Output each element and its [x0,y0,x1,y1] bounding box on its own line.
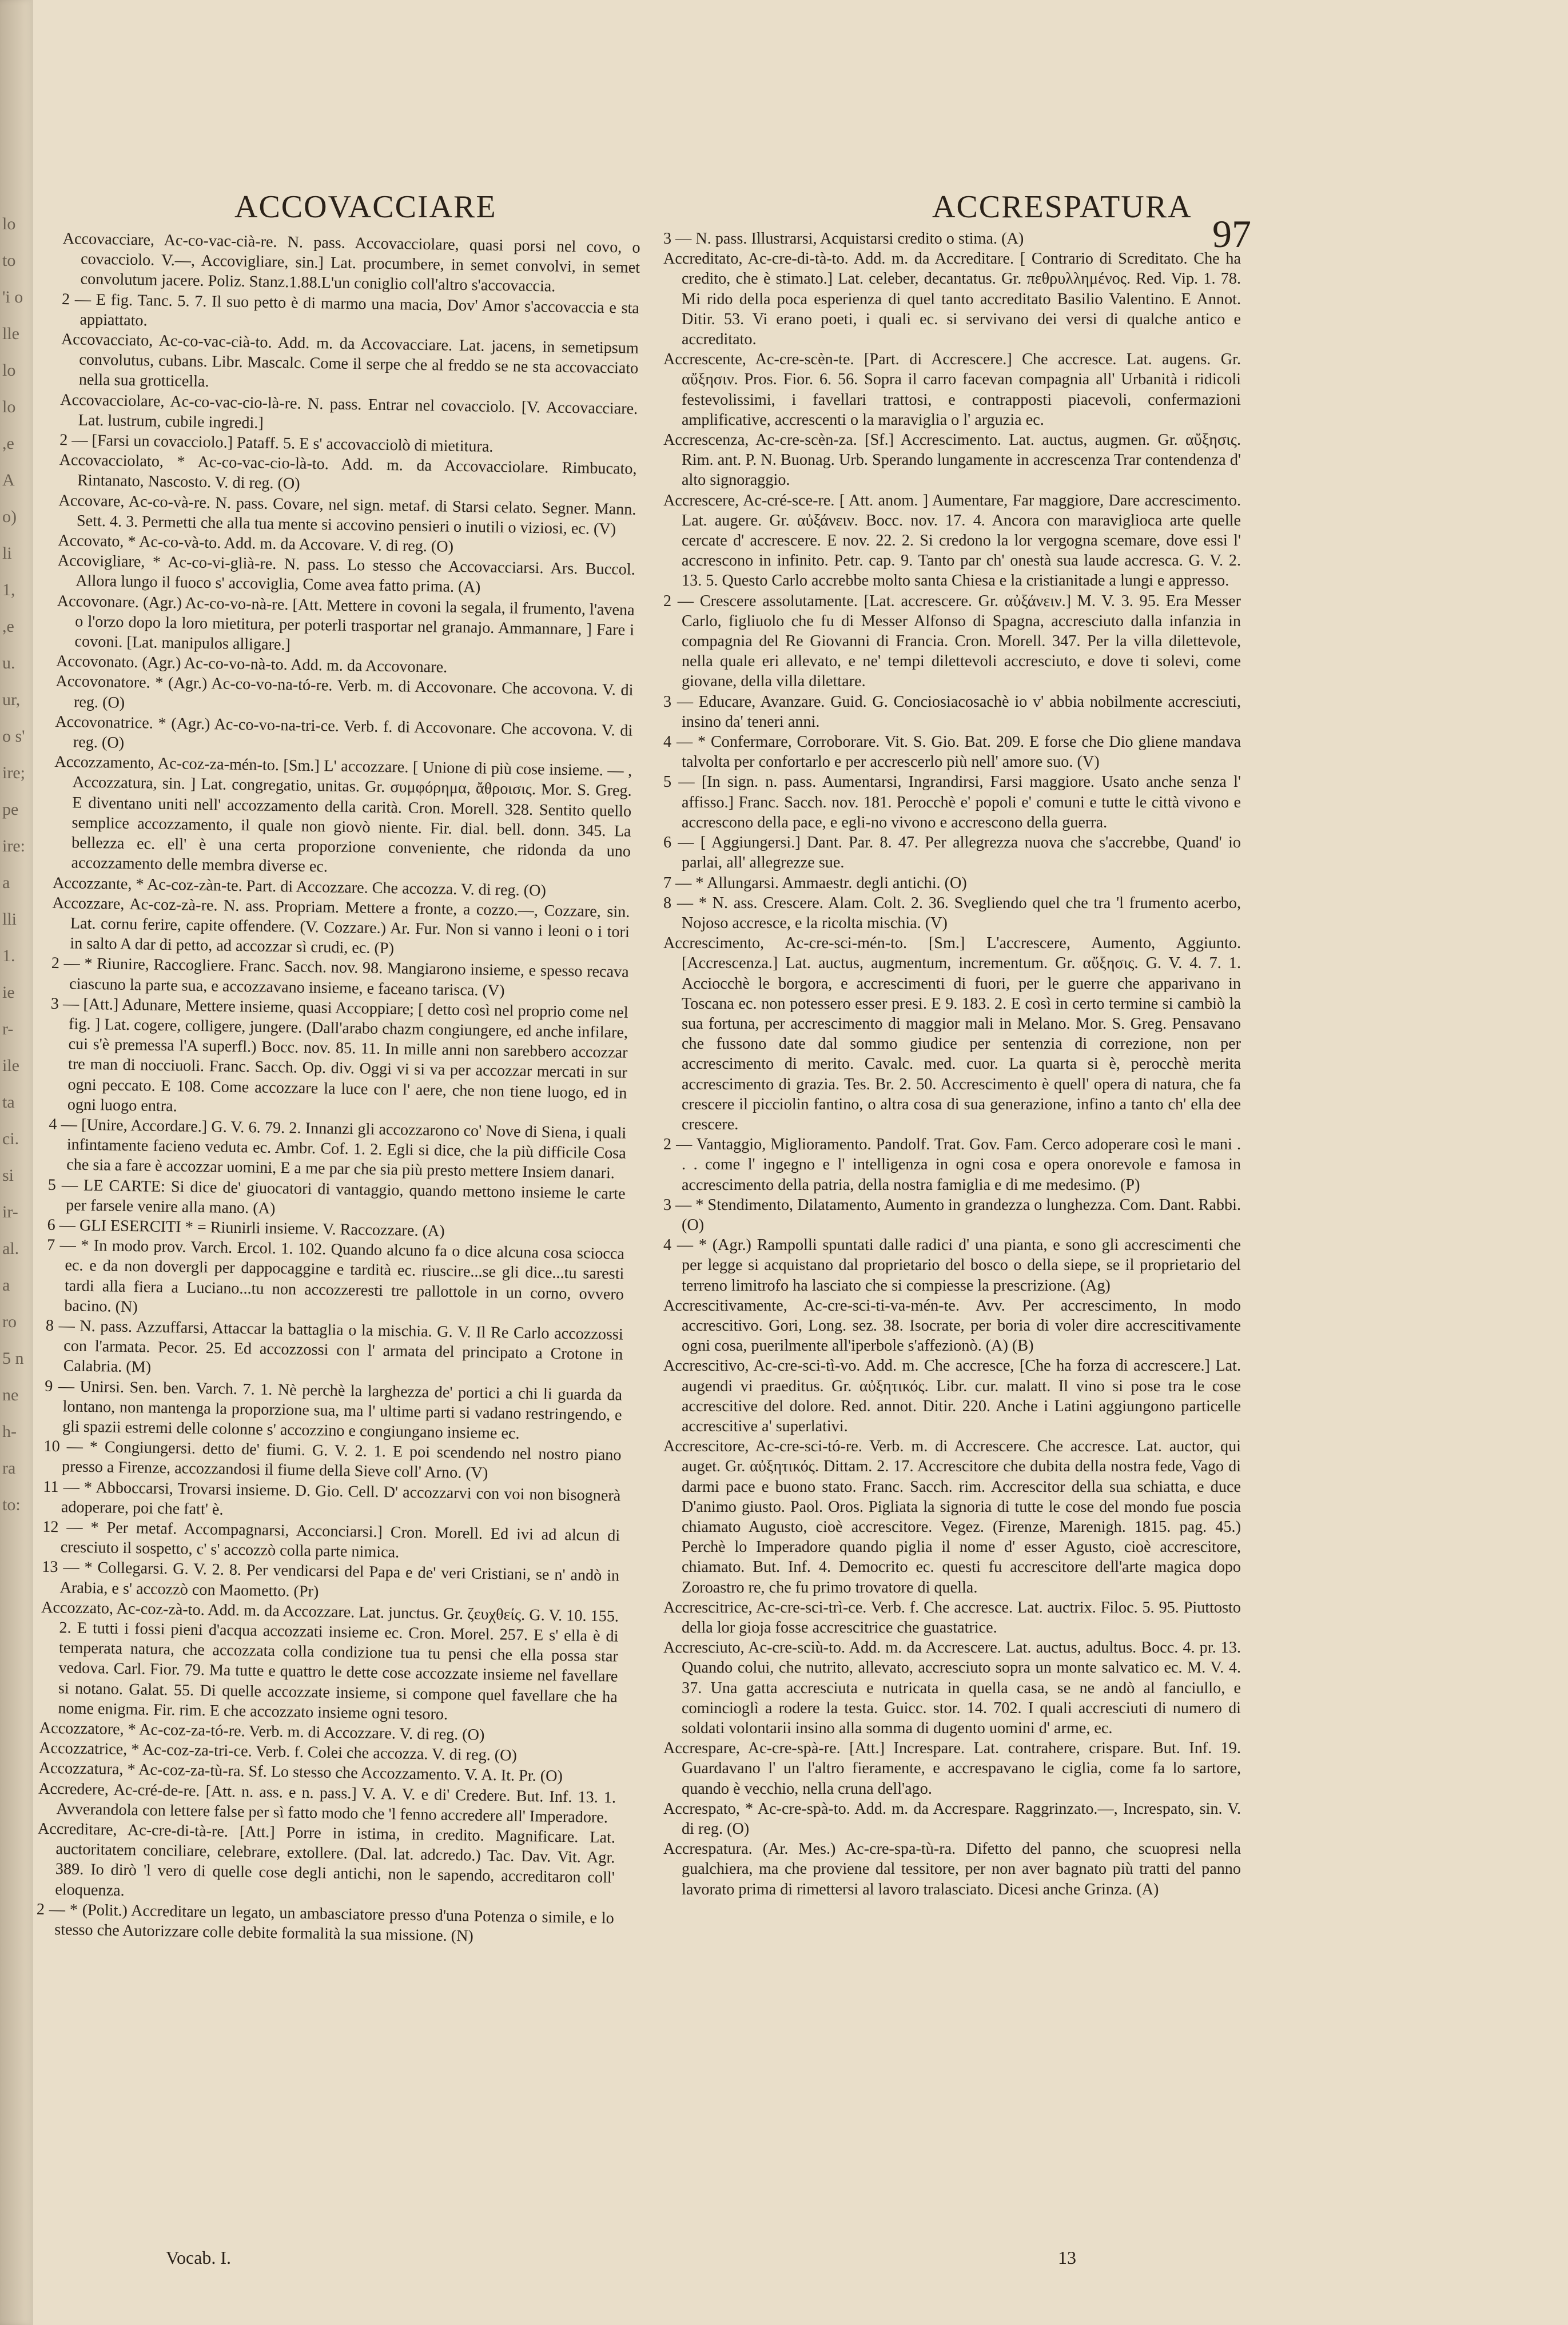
dictionary-entry: 3 — N. pass. Illustrarsi, Acquistarsi credito o stima. (A) [663,230,1024,248]
dictionary-entry: Accredere, Ac-cré-de-re. [Att. n. ass. e n. pass.] V. A. V. e di' Credere. But. Inf. 13. 1. Avverandola con lettere false per sì fatto modo che 'l fenno accredere all' Imperadore. [38,1779,616,1827]
dictionary-page [36,172,1538,2299]
header-right-headword: ACCRESPATURA [932,189,1192,225]
dictionary-entry: Accresciuto, Ac-cre-sciù-to. Add. m. da Accrescere. Lat. auctus, adultus. Bocc. 4. pr. 13. Quando colui, che nutrito, allevato, accresciuto sopra un monte salvatico ec. M. V. 4. 37. Una gatta accresciuta e nutricata in quella casa, se ne andò al fanciullo, e comincioglì a rodere la testa. Guicc. stor. 14. 702. I quali accresciuti di numero di soldati volontarii insino alla somma di dugento uomini d' arme, ec. [663,1639,1241,1738]
dictionary-entry: Accrescitivamente, Ac-cre-sci-ti-va-mén-te. Avv. Per accrescimento, In modo accrescitivo. Gori, Long. sez. 38. Isocrate, per boria di voler dire accrescitivamente ogni cosa, puerilmente all'iperbole s'affezionò. (A) (B) [663,1296,1241,1355]
dictionary-entry: 4 — * (Agr.) Rampolli spuntati dalle radici d' una pianta, e sono gli accrescimenti che per legge si acquistano dal proprietario del bosco o della siepe, se il proprietario del terreno limitrofo ha lasciato che si compiesse la prescrizione. (Ag) [663,1236,1241,1295]
dictionary-entry: Accovonare. (Agr.) Ac-co-vo-nà-re. [Att. Mettere in covoni la segala, il frumento, l'avena o l'orzo dopo la loro mietitura, per poterli trasportar nel granajo. Ammannare, ] Fare i covoni. [Lat. manipulos alligare.] [57,592,635,654]
dictionary-entry: 13 — * Collegarsi. G. V. 2. 8. Per vendicarsi del Papa e de' veri Cristiani, se n' andò in Arabia, e s' accozzò con Maometto. (Pr) [41,1558,620,1601]
dictionary-entry: Accovare, Ac-co-và-re. N. pass. Covare, nel sign. metaf. di Starsi celato. Segner. Mann. Sett. 4. 3. Permetti che alla tua mente si accovino pensieri o inutili o viziosi, ec. (V) [58,491,636,539]
dictionary-entry: 5 — LE CARTE: Si dice de' giuocatori di vantaggio, quando mettono insieme le carte per farsele venire alla mano. (A) [47,1176,626,1217]
dictionary-entry: 4 — [Unire, Accordare.] G. V. 6. 79. 2. Innanzi gli accozzarono co' Nove di Siena, i quali infintamente facieno veduta ec. Ambr. Cof. 1. 2. Egli si dice, che la più difficile Cosa che sia a fare è accozzar uomini, E a me par che sia più presto mettere Insiem danari. [49,1115,627,1183]
dictionary-entry: Accrescenza, Ac-cre-scèn-za. [Sf.] Accrescimento. Lat. auctus, augmen. Gr. αὔξησις. Rim. ant. P. N. Buonag. Urb. Sperando lungamente in accrescenza Trar contendenza d' alto signoraggio. [663,431,1241,489]
dictionary-entry: 7 — * In modo prov. Varch. Ercol. 1. 102. Quando alcuno fa o dice alcuna cosa sciocca ec. e da non dovergli per dappocaggine e tardità ec. riuscire...se gli dice...tu saresti tardi alla fiera a Luciano...tu non accozzeresti tre pallottole in un corno, ovvero bacino. (N) [46,1236,625,1316]
dictionary-entry: Accozzare, Ac-coz-zà-re. N. ass. Propriam. Mettere a fronte, a cozzo.—, Cozzare, sin. Lat. cornu ferire, capite offendere. (V. Cozzare.) Ar. Fur. Non si vanno i leoni o i tori in salto A dar di petto, ad accozzar sì crudi, ec. (P) [52,894,630,958]
dictionary-entry: Accrescere, Ac-cré-sce-re. [ Att. anom. ] Aumentare, Far maggiore, Dare accrescimento. Lat. augere. Gr. αὐξάνειν. Bocc. nov. 17. 4. Ancora con maraviglioса arte quelle cercate d' accrescere. E nov. 22. 2. Si credono la lor vergogna scemare, dove essi l' accrescono in infinito. Petr. cap. 9. Tanto par ch' onestà sua laude accresca. G. V. 2. 13. 5. Questo Carlo accrebbe molto santa Chiesa e la cristianitade a lungi e appresso. [663,491,1241,590]
dictionary-entry: Accovato, * Ac-co-và-to. Add. m. da Accovare. V. di reg. (O) [58,531,454,556]
dictionary-entry: Accovigliare, * Ac-co-vi-glià-re. N. pass. Lo stesso che Accovacciarsi. Ars. Buccol. Allora lungo il fuoco s' accoviglia, Come avea fatto prima. (A) [57,552,635,596]
dictionary-entry: 3 — [Att.] Adunare, Mettere insieme, quasi Accoppiare; [ detto così nel proprio come nel fig. ] Lat. cogere, colligere, jungere. (Dall'arabo chazm congiungere, ed anche infilare, cui s'è premessa l'A superfl.) Bocc. nov. 85. 11. In mille anni non sarebbero accozzar tre man di nocciuoli. Franc. Sacch. Op. div. Oggi vi si va per accozzar mercati in sur ogni peccato. E 108. Come accozzare la luce con l' aere, che non tiene luogo, ed in ogni luogo entra. [50,994,628,1116]
book-binding-gutter [0,0,33,2325]
dictionary-entry: Accrescitrice, Ac-cre-sci-trì-ce. Verb. f. Che accresce. Lat. auctrix. Filoc. 5. 95. Piuttosto della lor gioja fosse accrescitrice che guastatrice. [663,1598,1241,1637]
dictionary-entry: Accrespato, * Ac-cre-spà-to. Add. m. da Accrespare. Raggrinzato.—, Increspato, sin. V. di reg. (O) [663,1800,1241,1838]
dictionary-entry: 10 — * Congiungersi. detto de' fiumi. G. V. 2. 1. E poi scendendo nel nostro piano presso a Firenze, accozzandosi il fiume della Sieve coll' Arno. (V) [43,1437,622,1483]
dictionary-entry: Accovonatore. * (Agr.) Ac-co-vo-na-tó-re. Verb. m. di Accovonare. Che accovona. V. di reg. (O) [55,672,634,712]
dictionary-entry: 2 — Crescere assolutamente. [Lat. accrescere. Gr. αὐξάνειν.] M. V. 3. 95. Era Messer Carlo, figliuolo che fu di Messer Alfonso di Spagna, accresciuto dalla infanzia in compagnia del Re Giovanni di Francia. Cron. Morell. 347. Per la villa dilettevole, nella quale eri allevato, e ne' tempi dilettevoli accresciuto, e dove ti solevi, come giovane, della villa dilettare. [663,592,1241,691]
dictionary-entry: 7 — * Allungarsi. Ammaestr. degli antichi. (O) [663,874,967,892]
dictionary-entry: 5 — [In sign. n. pass. Aumentarsi, Ingrandirsi, Farsi maggiore. Usato anche senza l' affisso.] Franc. Sacch. nov. 181. Perocchè e' popoli e' comuni e tutte le città vivono e accrescono della pace, e egli-no vivono e accrescono della guerra. [663,773,1241,831]
dictionary-entry: Accozzato, Ac-coz-zà-to. Add. m. da Accozzare. Lat. junctus. Gr. ζευχθείς. G. V. 10. 155. 2. E tutti i fossi pieni d'acqua accozzati insieme ec. Cron. Morel. 257. E s' ella è di temperata natura, che accozzata colla condizione tua tu pensi che ella possa star vedova. Carl. Fior. 79. Ma tutte e quattro le dette cose accozzate insieme nel favellare si notano. Galat. 55. Di quelle accozzate insieme, si compone quel favellare che ha nome enigma. Fir. rim. E che accozzato insieme ogni tesoro. [41,1598,619,1723]
dictionary-entry: Accovacciare, Ac-co-vac-cià-re. N. pass. Accovacciolare, quasi porsi nel covo, o covacciolo. V.—, Accovigliare, sin.] Lat. procumbere, in semet convolvi, in semet convolutum jacere. Poliz. Stanz.1.88.L'un coniglio coll'altro s'accovaccia. [62,229,640,296]
dictionary-entry: 9 — Unirsi. Sen. ben. Varch. 7. 1. Nè perchè la larghezza de' portici a chi li guarda da lontano, non mantenga la proporzione sua, ma l' ultime parti si vadano restringendo, e gli spazii estremi delle colonne s' accozzino e congiungano insieme ec. [44,1377,623,1443]
right-column [663,229,1241,2264]
facing-page-fragments: lo to 'i o lle lo lo ,e A o) li 1, ,e u. ur, o s' ire; pe ire: a lli 1. ie r- ile ta ci. si ir- al. a ro 5 n ne h- ra to: [2,214,25,1514]
dictionary-entry: 2 — E fig. Tanc. 5. 7. Il suo petto è di marmo una macia, Dov' Amor s'accovaccia e sta appiattato. [61,290,640,330]
signature-mark-right: 13 [1058,2247,1076,2268]
dictionary-entry: 8 — N. pass. Azzuffarsi, Attaccar la battaglia o la mischia. G. V. Il Re Carlo accozzossi con l'armata. Pecor. 25. Ed accozzossi con l' armata del principato a Crotone in Calabria. (M) [45,1316,623,1377]
dictionary-entry: Accozzatore, * Ac-coz-za-tó-re. Verb. m. di Accozzare. V. di reg. (O) [39,1719,485,1744]
dictionary-entry: Accrescimento, Ac-cre-sci-mén-to. [Sm.] L'accrescere, Aumento, Aggiunto. [Accrescenza.] Lat. auctus, augmentum, incrementum. Gr. αὔξησις. G. V. 4. 7. 1. Acciocchè le borgora, e accrescimenti di fuori, per le guerre che apparivano in Toscana ec. non potessero esser presi. E 9. 183. 2. E così in certo termine si cambiò la sua fortuna, per accrescimento di maggior mali in Melano. Mor. S. Greg. Pensavano che fussono date dal sommo giudice per sentenzia di correzione, non per accrescimento di merito. Cavalc. med. cuor. La quarta si è, perocchè merita accrescimento di grazia. Tes. Br. 2. 50. Accrescimento è quell' opera di natura, che fa crescere il picciolin fantino, o altra cosa di sua generazione, infino a tanto ch' ella dee crescere. [663,934,1241,1133]
dictionary-entry: Accozzante, * Ac-coz-zàn-te. Part. di Accozzare. Che accozza. V. di reg. (O) [52,874,547,899]
dictionary-entry: Accreditare, Ac-cre-di-tà-re. [Att.] Porre in istima, in credito. Magnificare. Lat. auctoritatem conciliare, celebrare, extollere. (Dal. lat. adcredo.) Tac. Dav. Vit. Agr. 389. Io dirò 'l vero di quelle cose degli antichi, non le sapendo, accreditaron coll' eloquenza. [37,1820,616,1900]
dictionary-entry: 11 — * Abboccarsi, Trovarsi insieme. D. Gio. Cell. D' accozzarvi con voi non bisognerà adoperare, poi che fatt' è. [43,1478,621,1519]
left-column [31,229,640,2273]
dictionary-entry: 4 — * Confermare, Corroborare. Vit. S. Gio. Bat. 209. E forse che Dio gliene mandava talvolta per confortarlo e per accrescerlo più nell' amore suo. (V) [663,733,1241,771]
dictionary-entry: Accrescitivo, Ac-cre-sci-tì-vo. Add. m. Che accresce, [Che ha forza di accrescere.] Lat. augendi vi praeditus. Gr. αὐξητικός. Libr. cur. malatt. Il vino si pose tra le cose accrescitive del dolore. Red. annot. Ditir. 220. Anche i Latini aggiungono particelle accrescitive a' superlativi. [663,1357,1241,1435]
dictionary-entry: Accovacciolato, * Ac-co-vac-cio-là-to. Add. m. da Accovacciolare. Rimbucato, Rintanato, Nascosto. V. di reg. (O) [59,451,637,493]
dictionary-entry: Accozzamento, Ac-coz-za-mén-to. [Sm.] L' accozzare. [ Unione di più cose insieme. — , Accozzatura, sin. ] Lat. congregatio, unitas. Gr. συμφόρημα, ἄθροισις. Mor. S. Greg. E diventano uniti nell' accozzamento della carità. Cron. Morell. 328. Sentito quello semplice accozzamento, il quale non giovò niente. Fir. dial. bell. donn. 345. La bellezza ec. ell' è una certa proporzione conveniente, che ridonda da uno accozzamento delle membra diverse ec. [54,753,632,876]
dictionary-entry: Accovacciato, Ac-co-vac-cià-to. Add. m. da Accovacciare. Lat. jacens, in semetipsum convolutus, cubans. Libr. Mascalc. Come il serpe che al freddo se ne sta accovacciato nella sua grotticella. [61,330,639,391]
dictionary-entry: 2 — * Riunire, Raccogliere. Franc. Sacch. nov. 98. Mangiarono insieme, e spesso recava ciascuno la parte sua, e accozzavano insieme, e faceano tarisca. (V) [51,954,629,1000]
dictionary-entry: 3 — Educare, Avanzare. Guid. G. Conciosiacosachè io v' abbia nobilmente accresciuti, insino da' teneri anni. [663,692,1241,731]
signature-mark-left: Vocab. I. [166,2247,232,2268]
dictionary-entry: Accrescente, Ac-cre-scèn-te. [Part. di Accrescere.] Che accresce. Lat. augens. Gr. αὔξησιν. Pros. Fior. 6. 56. Sopra il carro facevan compagnia all' Urbanità i ridicoli festevolissimi, i favellari trattosi, e contrapposti piacevoli, confermazioni amplificative, accrescenti o la maraviglia o l' arguzia ec. [663,351,1241,429]
dictionary-entry: 3 — * Stendimento, Dilatamento, Aumento in grandezza o lunghezza. Com. Dant. Rabbi. (O) [663,1196,1241,1234]
dictionary-entry: Accovacciolare, Ac-co-vac-cio-là-re. N. pass. Entrar nel covacciolo. [V. Accovacciare. Lat. lustrum, cubile ingredi.] [60,391,638,432]
dictionary-entry: 8 — * N. ass. Crescere. Alam. Colt. 2. 36. Svegliendo quel che tra 'l frumento acerbo, Nojoso accresce, e la ricolta mischia. (V) [663,894,1241,932]
dictionary-entry: 12 — * Per metaf. Accompagnarsi, Acconciarsi.] Cron. Morell. Ed ivi ad alcun di cresciuto il sospetto, c' s' accozzò colla parte nimica. [42,1518,620,1562]
dictionary-entry: Accrespare, Ac-cre-spà-re. [Att.] Increspare. Lat. contrahere, crispare. But. Inf. 19. Guardavano l' un l'altro fieramente, e accrespavano le ciglia, come fa lo sartore, quando è vecchio, nella cruna dell'ago. [663,1739,1241,1798]
dictionary-entry: 2 — [Farsi un covacciolo.] Pataff. 5. E s' accovacciolò di mietitura. [59,431,494,456]
dictionary-entry: Accozzatura, * Ac-coz-za-tù-ra. Sf. Lo stesso che Accozzamento. V. A. It. Pr. (O) [38,1759,563,1786]
dictionary-entry: 2 — Vantaggio, Miglioramento. Pandolf. Trat. Gov. Fam. Cerco adoperare così le mani . . . come l' ingegno e l' intelligenza in ogni cosa e opera onorevole e famosa in accrescimento della patria, della nostra famiglia e di me medesimo. (P) [663,1136,1241,1194]
dictionary-entry: Accrespatura. (Ar. Mes.) Ac-cre-spa-tù-ra. Difetto del panno, che scuopresi nella gualchiera, ma che proviene dal tessitore, per non aver bagnato più tratti del panno lavorato prima di rimettersi al lavoro tralasciato. Dicesi anche Grinza. (A) [663,1840,1241,1898]
dictionary-entry: 6 — [ Aggiungersi.] Dant. Par. 8. 47. Per allegrezza nuova che s'accrebbe, Quand' io parlai, all' allegrezze sue. [663,834,1241,872]
dictionary-entry: Accreditato, Ac-cre-di-tà-to. Add. m. da Accreditare. [ Contrario di Screditato. Che ha credito, che è stimato.] Lat. celeber, decantatus. Gr. πεθρυλλημένος. Red. Vip. 1. 78. Mi rido della poca esperienza di quel tanto accreditato Basilio Valentino. E Annot. Ditir. 53. Vi erano poeti, i quali ec. si servivano dei versi di qualche antico e accreditato. [663,250,1241,349]
page-number: 97 [1212,212,1251,256]
dictionary-entry: Accozzatrice, * Ac-coz-za-tri-ce. Verb. f. Colei che accozza. V. di reg. (O) [39,1739,518,1765]
dictionary-entry: 2 — * (Polit.) Accreditare un legato, un ambasciatore presso d'una Potenza o simile, e lo stesso che Autorizzare colle debite formalità la sua missione. (N) [36,1900,614,1945]
dictionary-entry: Accrescitore, Ac-cre-sci-tó-re. Verb. m. di Accrescere. Che accresce. Lat. auctor, qui auget. Gr. αὐξητικός. Dittam. 2. 17. Accrescitore che dubita della nostra fede, Vago di darmi pace e buono stato. Franc. Sacch. rim. Accrescitor della sua schiatta, e duce D'animo giusto. Paol. Oros. Pigliata la signoria di tutte le cose del mondo fue poscia chiamato Augusto, cioè accrescitore. Vegez. (Firenze, Marenigh. 1815. pag. 45.) Perchè lo Imperadore quando piglia il nome d' esser Agusto, cioè accrescitore, chiamato. But. Inf. 4. Democrito ec. questi fu accrescitore dell'arte magica dopo Zoroastro re, che fu primo trovatore di quella. [663,1438,1241,1597]
dictionary-entry: Accovonatrice. * (Agr.) Ac-co-vo-na-tri-ce. Verb. f. di Accovonare. Che accovona. V. di reg. (O) [55,712,633,752]
dictionary-entry: 6 — GLI ESERCITI * = Riunirli insieme. V. Raccozzare. (A) [47,1216,445,1240]
header-left-headword: ACCOVACCIARE [234,189,497,225]
dictionary-entry: Accovonato. (Agr.) Ac-co-vo-nà-to. Add. m. da Accovonare. [55,652,448,676]
